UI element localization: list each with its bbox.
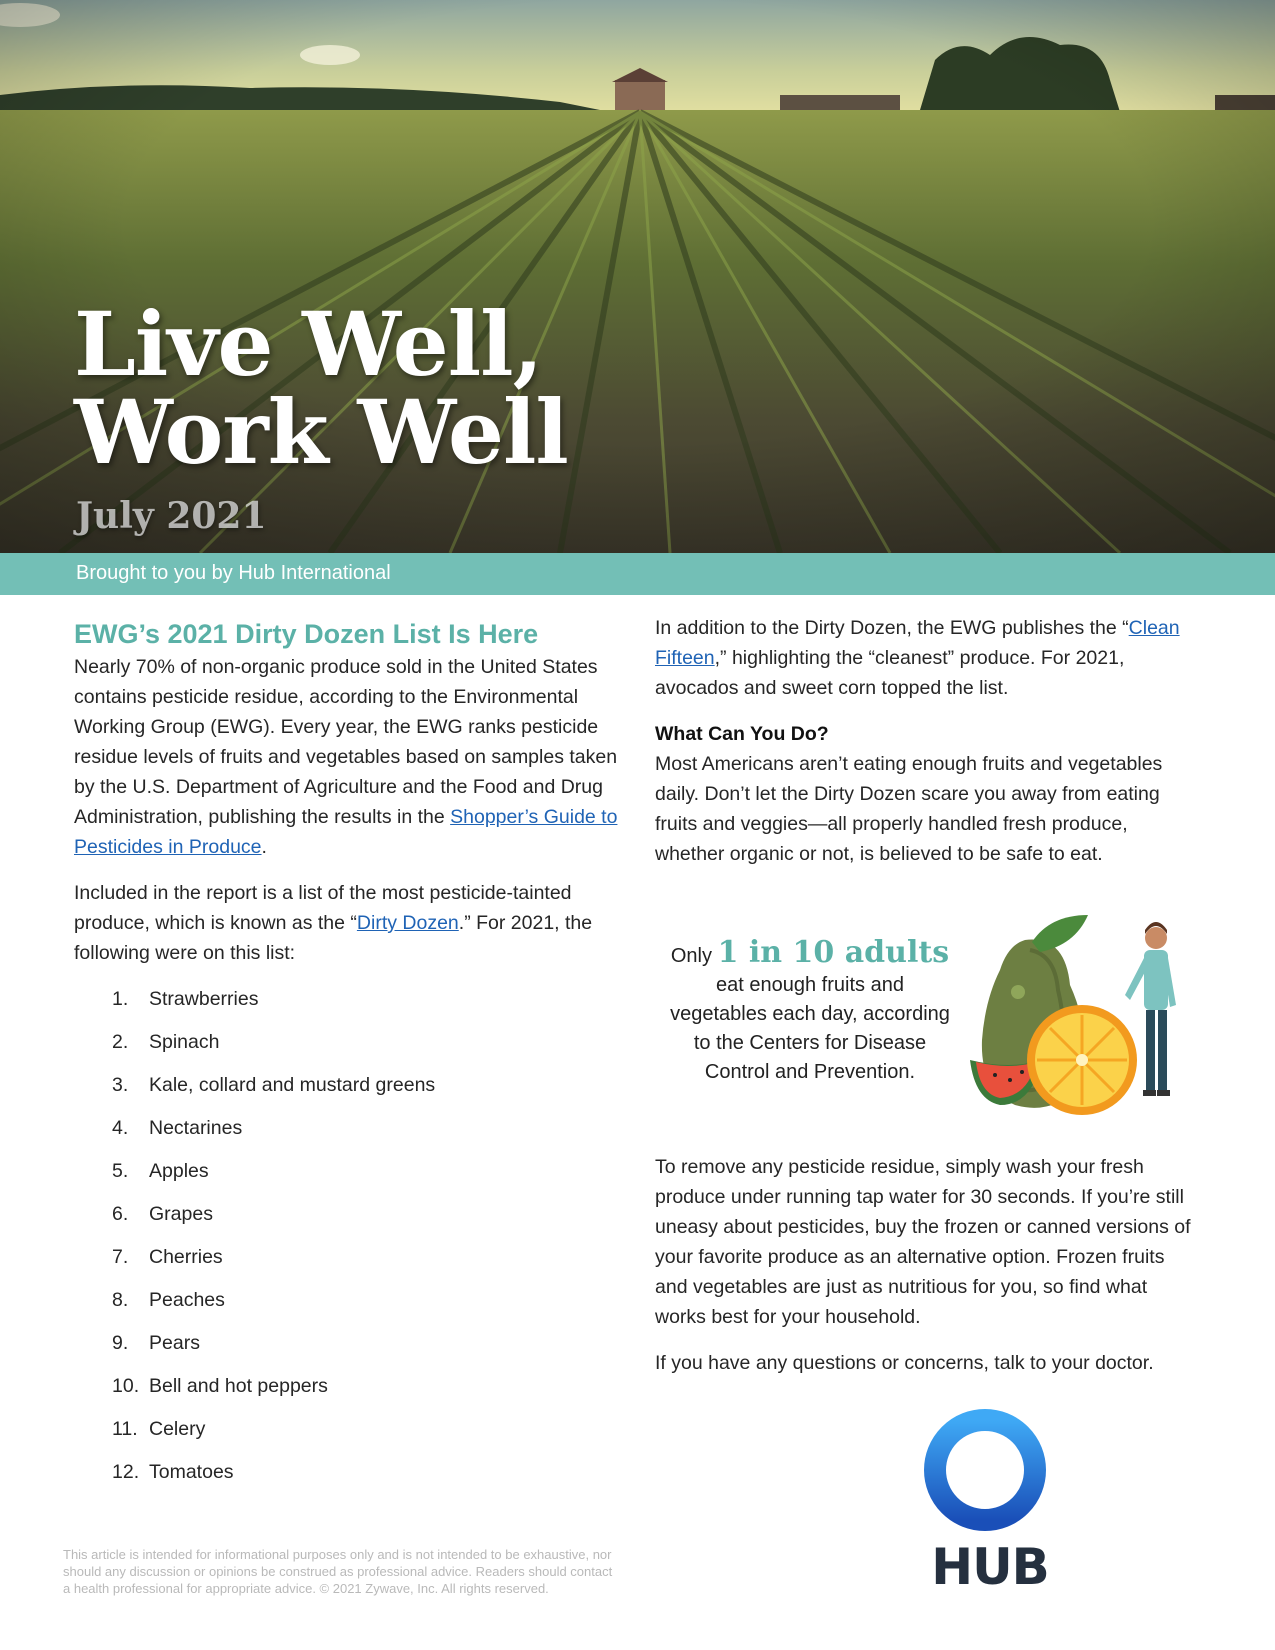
list-item	[74, 1242, 619, 1285]
stat-lead: Only	[670, 945, 712, 967]
list-item	[74, 1328, 619, 1371]
list-item	[74, 1371, 619, 1414]
list-item-text: Apples	[149, 1160, 209, 1182]
closing-paragraph: If you have any questions or concerns, talk to your doctor.	[655, 1352, 1154, 1374]
shoppers-guide-link[interactable]: Shopper’s Guide to Pesticides in Produce	[74, 806, 618, 858]
list-item-text: Tomatoes	[149, 1461, 234, 1483]
list-number: 8.	[112, 1289, 129, 1311]
list-number: 9.	[112, 1332, 129, 1354]
article-headline: EWG’s 2021 Dirty Dozen List Is Here	[74, 619, 539, 649]
sponsor-band	[0, 553, 1275, 595]
list-item-text: Kale, collard and mustard greens	[149, 1074, 436, 1096]
list-item	[74, 1113, 619, 1156]
list-number: 10.	[112, 1375, 140, 1397]
list-item	[74, 1285, 619, 1328]
fruit-illustration	[970, 910, 1180, 1125]
clean-fifteen-end: ,” highlighting the “cleanest” produce. For 2021, avocados and sweet corn topped the list.	[655, 647, 1125, 699]
hero-banner	[0, 0, 1275, 553]
list-item	[74, 984, 619, 1027]
clean-fifteen-text: In addition to the Dirty Dozen, the EWG publishes the “	[655, 617, 1129, 639]
stat-line: eat enough fruits and	[716, 974, 904, 996]
list-item-text: Pears	[149, 1332, 200, 1354]
list-item-text: Cherries	[149, 1246, 223, 1268]
hub-logo-text: HUB	[931, 1538, 1049, 1596]
list-number: 6.	[112, 1203, 129, 1225]
dirty-dozen-list	[74, 984, 619, 1500]
list-item	[74, 1199, 619, 1242]
list-number: 7.	[112, 1246, 129, 1268]
list-number: 5.	[112, 1160, 129, 1182]
dozen-intro-end: .” For 2021, the following were on this list:	[74, 912, 593, 964]
list-number: 12.	[112, 1461, 140, 1483]
newsletter-title	[74, 292, 568, 484]
list-number: 11.	[112, 1418, 138, 1440]
list-item	[74, 1070, 619, 1113]
right-column-lower	[655, 1152, 1200, 1394]
issue-date: July 2021	[76, 495, 267, 537]
list-item-text: Strawberries	[149, 988, 259, 1010]
stat-line: to the Centers for Disease	[693, 1032, 927, 1054]
list-item-text: Nectarines	[149, 1117, 243, 1139]
list-item-text: Celery	[149, 1418, 206, 1440]
washing-paragraph: To remove any pesticide residue, simply wash your fresh produce under running tap water for 30 seconds. If you’re still uneasy about pesticides, buy the frozen or canned versions of your favorite produce as an alternative option. Frozen fruits and vegetables are just as nutritious for you, so find what works best for your household.	[655, 1156, 1191, 1328]
list-number: 3.	[112, 1074, 129, 1096]
clean-fifteen-paragraph	[655, 613, 1200, 703]
list-number: 1.	[112, 988, 129, 1010]
list-item-text: Peaches	[149, 1289, 225, 1311]
list-item	[74, 1414, 619, 1457]
what-can-you-do-heading: What Can You Do?	[655, 723, 829, 745]
advice-paragraph: Most Americans aren’t eating enough fruits and vegetables daily. Don’t let the Dirty Dozen scare you away from eating fruits and veggies—all properly handled fresh produce, whether organic or not, is believed to be safe to eat.	[655, 753, 1163, 865]
list-number: 4.	[112, 1117, 129, 1139]
list-number: 2.	[112, 1031, 129, 1053]
hub-logo-icon	[920, 1405, 1050, 1535]
disclaimer-text: This article is intended for informational purposes only and is not intended to be exhaustive, nor should any discussion or opinions be construed as professional advice. Readers should contact a health professional for appropriate advice. © 2021 Zywave, Inc. All rights reserved.	[63, 1547, 613, 1596]
dirty-dozen-paragraph	[74, 878, 619, 968]
dirty-dozen-link[interactable]: Dirty Dozen	[356, 912, 459, 934]
clean-fifteen-link[interactable]: Clean Fifteen	[655, 617, 1180, 669]
intro-end: .	[261, 836, 267, 858]
intro-text: Nearly 70% of non-organic produce sold in the United States contains pesticide residue, according to the Environmental Working Group (EWG). Every year, the EWG ranks pesticide residue levels of fruits and vegetables based on samples taken by the U.S. Department of Agriculture and the Food and Drug Administration, publishing the results in the	[74, 656, 618, 828]
stat-callout	[655, 935, 965, 1087]
stat-line: Control and Prevention.	[704, 1061, 916, 1083]
dozen-intro-text: Included in the report is a list of the most pesticide-tainted produce, which is known as the “	[74, 882, 572, 934]
list-item	[74, 1156, 619, 1199]
list-item-text: Grapes	[149, 1203, 213, 1225]
list-item-text: Bell and hot peppers	[149, 1375, 328, 1397]
intro-paragraph	[74, 652, 619, 862]
right-column	[655, 613, 1200, 885]
left-column	[74, 610, 619, 1500]
stat-figure: 1 in 10 adults	[717, 935, 950, 970]
title-line-1: Live Well,	[74, 292, 543, 396]
list-item	[74, 1027, 619, 1070]
sponsor-text: Brought to you by Hub International	[76, 562, 391, 584]
list-item	[74, 1457, 619, 1500]
stat-line: vegetables each day, according	[670, 1003, 950, 1025]
stat-headline	[655, 935, 965, 971]
list-item-text: Spinach	[149, 1031, 220, 1053]
title-line-2: Work Well	[74, 380, 568, 484]
